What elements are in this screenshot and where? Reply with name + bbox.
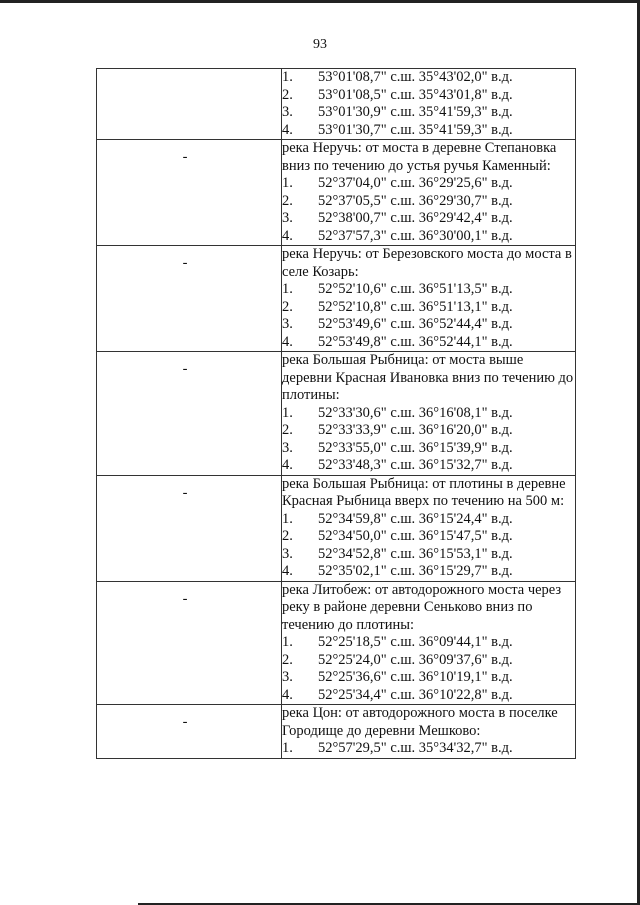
coordinate-value: 52°53'49,6" с.ш. 36°52'44,4" в.д. [318,316,513,332]
coordinate-value: 52°33'55,0" с.ш. 36°15'39,9" в.д. [318,439,513,456]
description-cell [282,140,576,246]
coordinate-value: 52°37'05,5" с.ш. 36°29'30,7" в.д. [318,192,513,209]
coordinate-index: 4. [282,227,293,244]
coordinate-value: 52°52'10,8" с.ш. 36°51'13,1" в.д. [318,298,513,315]
river-section-title: река Большая Рыбница: от моста выше деревни Красная Ивановка вниз по течению до плотины: [282,352,574,403]
coordinate-value: 52°52'10,6" с.ш. 36°51'13,5" в.д. [318,281,513,297]
coordinate-item [282,634,575,652]
coordinate-index: 3. [282,104,293,120]
river-section-title: река Большая Рыбница: от плотины в деревне Красная Рыбница вверх по течению на 500 м: [282,475,566,509]
description-cell [282,246,576,352]
coordinate-index: 4. [282,457,293,473]
coordinate-value: 52°34'59,8" с.ш. 36°15'24,4" в.д. [318,510,513,527]
coordinate-index: 2. [282,422,293,438]
description-cell [282,705,576,759]
coordinate-index: 2. [282,651,293,668]
coordinate-value: 52°33'30,6" с.ш. 36°16'08,1" в.д. [318,404,513,421]
coordinate-item [282,299,575,317]
coordinate-value: 53°01'30,7" с.ш. 35°41'59,3" в.д. [318,121,513,138]
coordinate-item [282,528,575,546]
river-section-title: река Литобеж: от автодорожного моста через реку в районе деревни Сеньково вниз по течению до плотины: [282,581,562,633]
coordinate-value: 52°25'24,0" с.ш. 36°09'37,6" в.д. [318,651,513,668]
coordinate-item [282,316,575,334]
dash-mark: - [182,149,188,165]
table-row [97,475,576,581]
coordinate-index: 1. [282,404,293,421]
coordinate-index: 2. [282,86,293,103]
coordinate-index: 2. [282,298,293,315]
dash-mark: - [182,484,188,501]
coordinate-item [282,669,575,687]
coordinate-item [282,546,575,564]
coordinate-item [282,422,575,440]
left-cell [97,475,282,581]
coordinate-index: 4. [282,563,293,579]
coordinate-index: 4. [282,121,293,138]
coordinate-value: 52°25'36,6" с.ш. 36°10'19,1" в.д. [318,669,513,685]
coordinate-value: 52°33'48,3" с.ш. 36°15'32,7" в.д. [318,457,513,473]
coordinate-index: 1. [282,281,293,297]
coordinate-item [282,687,575,705]
coordinate-item [282,334,575,352]
dash-mark: - [182,714,188,730]
table-row [97,246,576,352]
coordinate-item [282,740,575,758]
coordinate-value: 52°37'04,0" с.ш. 36°29'25,6" в.д. [318,175,513,191]
river-section-title: река Цон: от автодорожного моста в поселке Городище до деревни Мешково: [282,705,558,739]
coordinate-value: 52°33'33,9" с.ш. 36°16'20,0" в.д. [318,422,513,438]
coordinate-value: 52°37'57,3" с.ш. 36°30'00,1" в.д. [318,227,513,244]
coordinate-index: 1. [282,69,293,85]
coordinate-index: 3. [282,439,293,456]
coordinate-index: 3. [282,669,293,685]
coordinate-value: 52°25'18,5" с.ш. 36°09'44,1" в.д. [318,634,513,650]
left-cell [97,140,282,246]
coordinate-index: 4. [282,686,293,703]
coordinates-table-body [97,69,576,759]
coordinate-item [282,228,575,246]
coordinate-index: 2. [282,528,293,544]
left-cell [97,581,282,705]
dash-mark: - [182,255,188,271]
coordinate-index: 3. [282,316,293,332]
coordinate-index: 1. [282,740,293,756]
coordinates-table [96,68,576,759]
coordinate-index: 3. [282,545,293,562]
page-number: 93 [313,37,327,52]
coordinate-index: 4. [282,333,293,350]
description-cell [282,581,576,705]
coordinate-value: 52°38'00,7" с.ш. 36°29'42,4" в.д. [318,210,513,226]
river-section-title: река Неручь: от моста в деревне Степановка вниз по течению до устья ручья Каменный: [282,140,557,174]
table-row [97,352,576,476]
coordinate-index: 1. [282,175,293,191]
coordinate-value: 52°34'50,0" с.ш. 36°15'47,5" в.д. [318,528,513,544]
coordinate-value: 53°01'08,7" с.ш. 35°43'02,0" в.д. [318,69,513,85]
coordinate-item [282,457,575,475]
table-row [97,581,576,705]
coordinate-index: 3. [282,210,293,226]
description-cell [282,69,576,140]
coordinate-value: 53°01'30,9" с.ш. 35°41'59,3" в.д. [318,104,513,120]
coordinate-item [282,87,575,105]
coordinate-value: 53°01'08,5" с.ш. 35°43'01,8" в.д. [318,86,513,103]
dash-mark: - [182,590,188,607]
left-cell [97,246,282,352]
coordinate-item [282,69,575,87]
table-row [97,705,576,759]
coordinate-item [282,210,575,228]
coordinate-item [282,440,575,458]
coordinate-index: 1. [282,634,293,650]
coordinate-item [282,175,575,193]
coordinate-item [282,193,575,211]
coordinate-value: 52°53'49,8" с.ш. 36°52'44,1" в.д. [318,333,513,350]
coordinate-item [282,405,575,423]
coordinate-value: 52°35'02,1" с.ш. 36°15'29,7" в.д. [318,563,513,579]
dash-mark: - [182,361,188,377]
coordinate-item [282,122,575,140]
left-cell [97,352,282,476]
coordinate-item [282,511,575,529]
coordinate-item [282,281,575,299]
coordinate-value: 52°57'29,5" с.ш. 35°34'32,7" в.д. [318,740,513,756]
description-cell [282,475,576,581]
coordinate-index: 1. [282,510,293,527]
river-section-title: река Неручь: от Березовского моста до моста в селе Козарь: [282,246,572,280]
coordinate-item [282,104,575,122]
table-row [97,140,576,246]
table-row [97,69,576,140]
scan-border-top [0,0,640,3]
coordinate-item [282,652,575,670]
coordinate-index: 2. [282,192,293,209]
left-cell [97,69,282,140]
coordinate-item [282,563,575,581]
coordinate-value: 52°34'52,8" с.ш. 36°15'53,1" в.д. [318,545,513,562]
coordinate-value: 52°25'34,4" с.ш. 36°10'22,8" в.д. [318,686,513,703]
description-cell [282,352,576,476]
left-cell [97,705,282,759]
